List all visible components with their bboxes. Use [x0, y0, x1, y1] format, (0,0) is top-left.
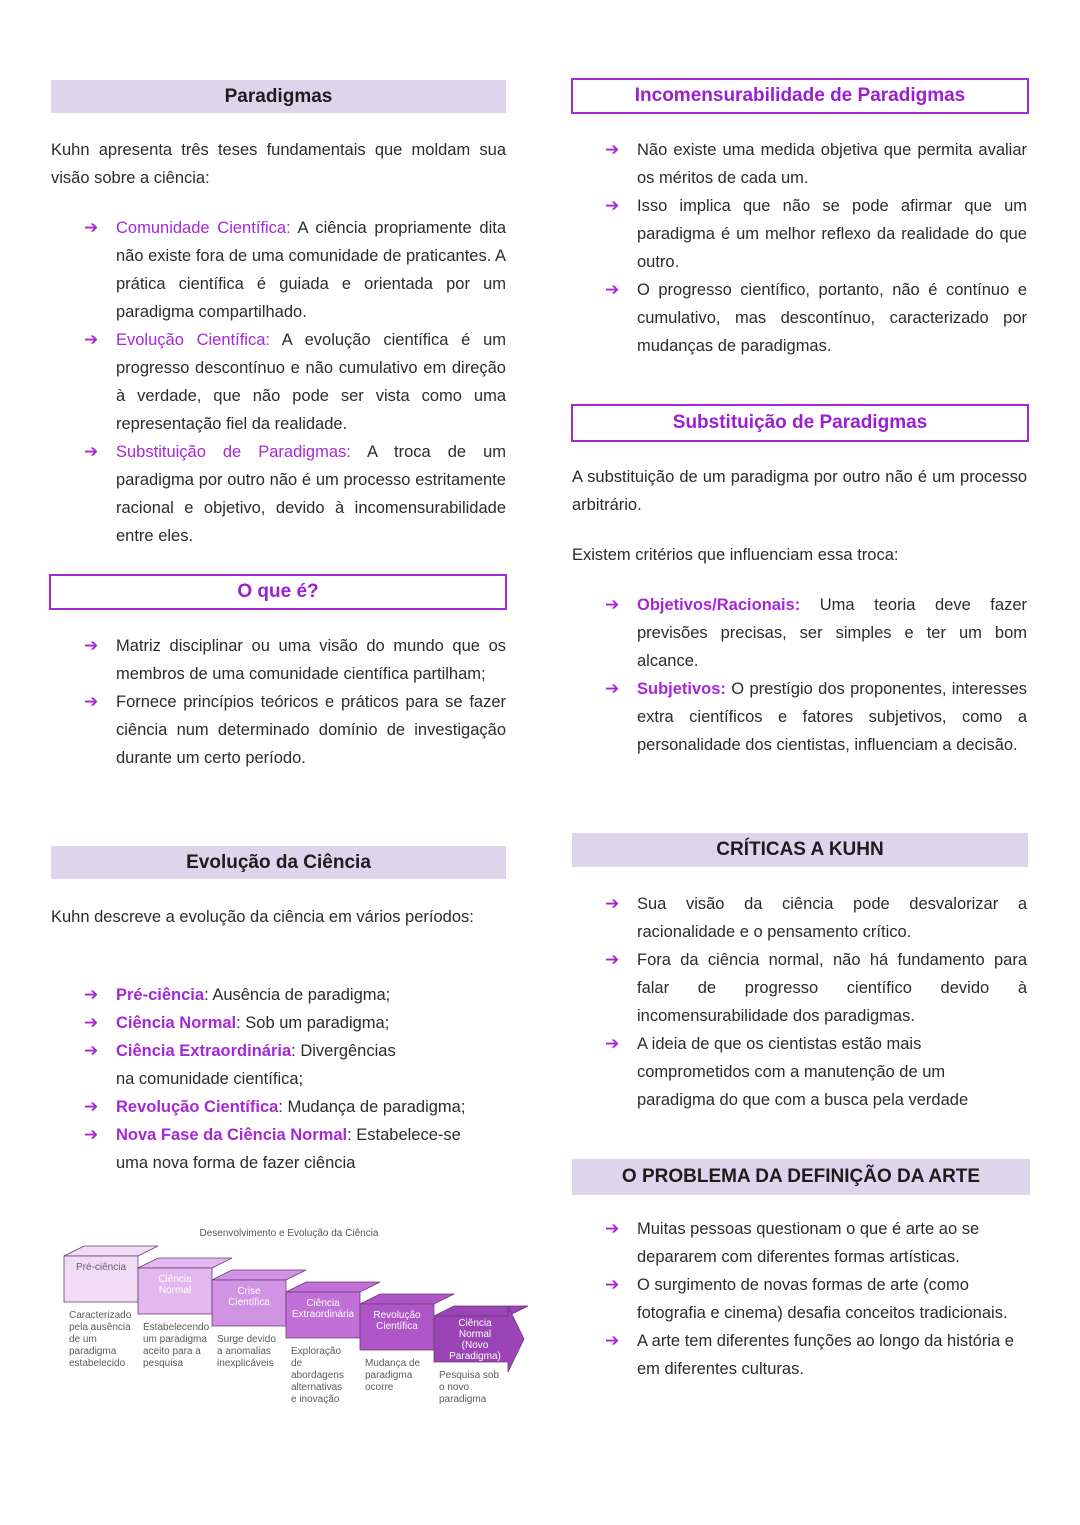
paradigmas-intro: Kuhn apresenta três teses fundamentais que moldam sua visão sobre a ciência:	[51, 141, 506, 187]
arte-heading: O PROBLEMA DA DEFINIÇÃO DA ARTE	[572, 1159, 1030, 1195]
step-label: Revolução Científica	[373, 1310, 421, 1332]
diagram-title: Desenvolvimento e Evolução da Ciência	[199, 1228, 379, 1239]
list-item: ➔ Revolução Científica: Mudança de paradigma;	[51, 1093, 506, 1121]
arrow-icon: ➔	[605, 894, 620, 913]
step-description: Pesquisa sob o novo paradigma	[439, 1370, 500, 1405]
list-item: ➔ Subjetivos: O prestígio dos proponentes, interesses extra científicos e fatores subjetivos, como a personalidade dos cientistas, influenciam a decisão.	[572, 675, 1027, 759]
evolucao-list	[51, 981, 506, 1177]
arrow-icon: ➔	[605, 950, 620, 969]
arrow-icon: ➔	[84, 636, 99, 655]
list-item: ➔ Muitas pessoas questionam o que é arte ao se depararem com diferentes formas artísticas.	[572, 1215, 1027, 1271]
substituicao-intro-2: Existem critérios que influenciam essa troca:	[572, 546, 899, 564]
list-item: ➔ Ciência Normal: Sob um paradigma;	[51, 1009, 506, 1037]
oque-heading: O que é?	[49, 574, 507, 610]
list-item: ➔ O progresso científico, portanto, não é contínuo e cumulativo, mas descontínuo, caracterizado por mudanças de paradigmas.	[572, 276, 1027, 360]
list-item: ➔ Matriz disciplinar ou uma visão do mundo que os membros de uma comunidade científica partilham;	[51, 632, 506, 688]
step-description: Caracterizado pela ausência de um paradigma estabelecido	[69, 1310, 132, 1369]
substituicao-list	[572, 591, 1027, 759]
incomensurabilidade-list	[572, 136, 1027, 360]
diagram-step	[434, 1306, 528, 1405]
arrow-icon: ➔	[605, 140, 620, 159]
paradigmas-list	[51, 214, 506, 550]
list-item: ➔ Pré-ciência: Ausência de paradigma;	[51, 981, 506, 1009]
arrow-icon: ➔	[84, 1013, 99, 1032]
step-label: Ciência Normal (Novo Paradigma)	[449, 1318, 501, 1362]
evolucao-intro: Kuhn descreve a evolução da ciência em vários períodos:	[51, 908, 474, 926]
arrow-icon: ➔	[84, 218, 99, 237]
step-top-face	[212, 1270, 306, 1280]
step-top-face	[138, 1258, 232, 1268]
step-label: Crise Científica	[228, 1286, 270, 1308]
arrow-icon: ➔	[605, 280, 620, 299]
arrow-icon: ➔	[84, 692, 99, 711]
arrow-icon: ➔	[605, 1034, 620, 1053]
step-description: Mudança de paradigma ocorre	[365, 1358, 421, 1393]
list-item: ➔ Comunidade Científica: A ciência propriamente dita não existe fora de uma comunidade de praticantes. A prática científica é guiada e orientada por um paradigma compartilhado.	[51, 214, 506, 326]
arrow-icon: ➔	[84, 330, 99, 349]
step-label: Ciência Normal	[158, 1274, 192, 1296]
step-description: Estabelecendo um paradigma aceito para a pesquisa	[143, 1322, 210, 1369]
list-item: ➔ Ciência Extraordinária: Divergências na comunidade científica;	[51, 1037, 506, 1093]
arrow-icon: ➔	[84, 1041, 99, 1060]
list-item: ➔ Objetivos/Racionais: Uma teoria deve fazer previsões precisas, ser simples e ter um bom alcance.	[572, 591, 1027, 675]
evolucao-heading: Evolução da Ciência	[51, 846, 506, 879]
incomensurabilidade-heading: Incomensurabilidade de Paradigmas	[571, 78, 1029, 114]
paradigmas-heading: Paradigmas	[51, 80, 506, 113]
criticas-heading: CRÍTICAS A KUHN	[572, 833, 1028, 867]
arte-list	[572, 1215, 1027, 1383]
list-item: ➔ Sua visão da ciência pode desvalorizar a racionalidade e o pensamento crítico.	[572, 890, 1027, 946]
step-label: Ciência Extraordinária	[291, 1298, 355, 1320]
arrow-icon: ➔	[605, 595, 620, 614]
list-item: ➔ Substituição de Paradigmas: A troca de um paradigma por outro não é um processo estritamente racional e objetivo, devido à incomensurabilidade entre eles.	[51, 438, 506, 550]
arrow-icon: ➔	[605, 196, 620, 215]
arrow-icon: ➔	[605, 1331, 620, 1350]
step-description: Exploração de abordagens alternativas e inovação	[291, 1346, 344, 1405]
oque-list	[51, 632, 506, 772]
step-top-face	[434, 1306, 528, 1316]
arrow-icon: ➔	[84, 1097, 99, 1116]
arrow-icon: ➔	[84, 1125, 99, 1144]
arrow-icon: ➔	[84, 442, 99, 461]
step-top-face	[360, 1294, 454, 1304]
list-item: ➔ A arte tem diferentes funções ao longo da história e em diferentes culturas.	[572, 1327, 1027, 1383]
science-evolution-diagram	[60, 1220, 530, 1420]
substituicao-heading: Substituição de Paradigmas	[571, 404, 1029, 442]
arrow-icon: ➔	[605, 679, 620, 698]
step-description: Surge devido a anomalias inexplicáveis	[217, 1334, 276, 1369]
list-item: ➔ Isso implica que não se pode afirmar que um paradigma é um melhor reflexo da realidade do que outro.	[572, 192, 1027, 276]
list-item: ➔ O surgimento de novas formas de arte (como fotografia e cinema) desafia conceitos tradicionais.	[572, 1271, 1027, 1327]
substituicao-intro: A substituição de um paradigma por outro não é um processo arbitrário.	[572, 468, 1027, 514]
list-item: ➔ Não existe uma medida objetiva que permita avaliar os méritos de cada um.	[572, 136, 1027, 192]
step-top-face	[286, 1282, 380, 1292]
step-label: Pré-ciência	[75, 1262, 127, 1273]
arrow-icon: ➔	[605, 1275, 620, 1294]
criticas-list	[572, 890, 1027, 1114]
list-item: ➔ Fornece princípios teóricos e práticos para se fazer ciência num determinado domínio de investigação durante um certo período.	[51, 688, 506, 772]
arrow-icon: ➔	[84, 985, 99, 1004]
arrow-icon: ➔	[605, 1219, 620, 1238]
list-item: ➔ Nova Fase da Ciência Normal: Estabelece-se uma nova forma de fazer ciência	[51, 1121, 506, 1177]
list-item: ➔ Evolução Científica: A evolução científica é um progresso descontínuo e não cumulativo em direção à verdade, que não pode ser vista como uma representação fiel da realidade.	[51, 326, 506, 438]
list-item: ➔ A ideia de que os cientistas estão mais comprometidos com a manutenção de um paradigma do que com a busca pela verdade	[572, 1030, 1027, 1114]
list-item: ➔ Fora da ciência normal, não há fundamento para falar de progresso científico devido à incomensurabilidade dos paradigmas.	[572, 946, 1027, 1030]
step-top-face	[64, 1246, 158, 1256]
